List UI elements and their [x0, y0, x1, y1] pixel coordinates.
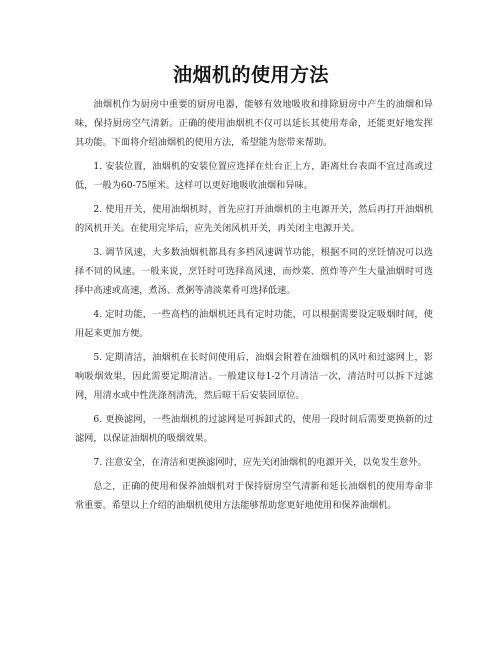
document-body	[75, 95, 433, 520]
paragraph-intro: 油烟机作为厨房中重要的厨房电器，能够有效地吸收和排除厨房中产生的油烟和异味，保持厨房空气清新。正确的使用油烟机不仅可以延长其使用寿命，还能更好地发挥其功能。下面将介绍油烟机的使用方法，希望能为您带来帮助。	[75, 99, 433, 148]
paragraph-filter-replace: 6. 更换滤网，一些油烟机的过滤网是可拆卸式的，使用一段时间后需要更换新的过滤网，以保证油烟机的吸烟效果。	[75, 414, 433, 444]
paragraph-safety: 7. 注意安全，在清洁和更换滤网时，应先关闭油烟机的电源开关，以免发生意外。	[93, 457, 427, 468]
paragraph-summary: 总之，正确的使用和保养油烟机对于保持厨房空气清新和延长油烟机的使用寿命非常重要。希望以上介绍的油烟机使用方法能够帮助您更好地使用和保养油烟机。	[75, 481, 433, 511]
paragraph-fan-speed: 3. 调节风速，大多数油烟机都具有多档风速调节功能，根据不同的烹饪情况可以选择不同的风速。一般来说，烹饪时可选择高风速，而炒菜、煎炸等产生大量油烟时可选择中高速或高速，煮汤、煮粥等清淡菜肴可选择低速。	[75, 247, 433, 296]
paragraph-timer: 4. 定时功能，一些高档的油烟机还具有定时功能，可以根据需要设定吸烟时间，使用起来更加方便。	[75, 309, 433, 339]
paragraph-switch-usage: 2. 使用开关，使用油烟机时，首先应打开油烟机的主电源开关，然后再打开油烟机的风机开关。在使用完毕后，应先关闭风机开关，再关闭主电源开关。	[75, 204, 433, 234]
page-title: 油烟机的使用方法	[172, 64, 329, 86]
paragraph-install-position: 1. 安装位置，油烟机的安装位置应选择在灶台正上方，距离灶台表面不宜过高或过低，一般为60-75厘米。这样可以更好地吸收油烟和异味。	[75, 161, 433, 191]
paragraph-cleaning: 5. 定期清洁，油烟机在长时间使用后，油烟会附着在油烟机的风叶和过滤网上，影响吸烟效果，因此需要定期清洁。一般建议每1-2个月清洁一次，清洁时可以拆下过滤网，用清水或中性洗涤剂清洗，然后晾干后安装回原位。	[75, 352, 433, 401]
